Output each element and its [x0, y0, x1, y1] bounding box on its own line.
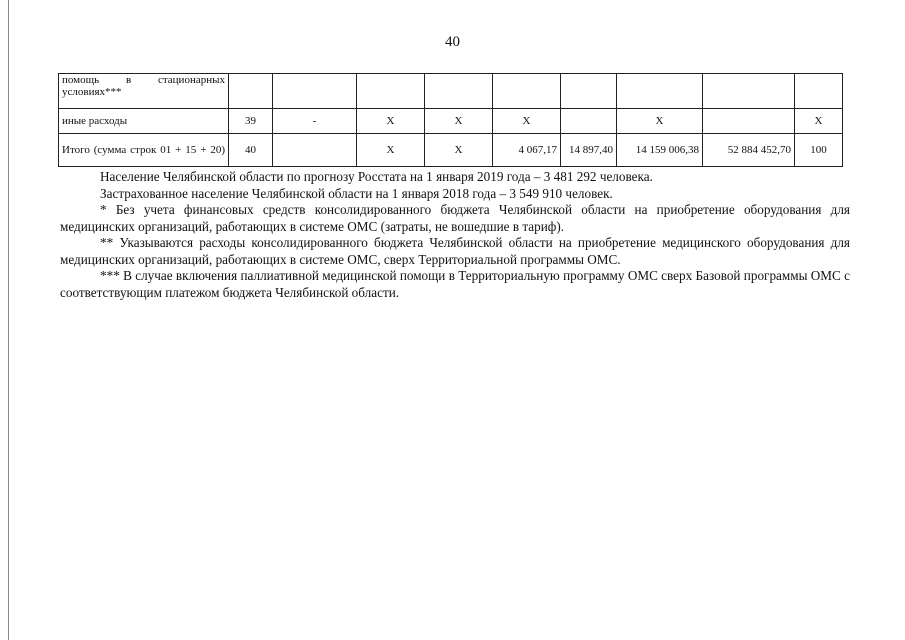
page-number: 40: [445, 34, 460, 50]
table-cell: [229, 74, 273, 109]
table-cell: X: [425, 134, 493, 167]
table-cell: 14 897,40: [561, 134, 617, 167]
financing-table: [58, 73, 843, 167]
table-cell: [617, 74, 703, 109]
page-left-border: [8, 0, 9, 640]
notes-section: [60, 169, 850, 301]
row-number-cell: 39: [229, 109, 273, 134]
population-note: Население Челябинской области по прогнозу Росстата на 1 января 2019 года – 3 481 292 человека.: [100, 169, 653, 184]
table-cell: X: [617, 109, 703, 134]
table-row: [59, 134, 843, 167]
row-label: иные расходы: [59, 109, 229, 134]
table-cell: [703, 109, 795, 134]
table-cell: X: [357, 109, 425, 134]
table-cell: [273, 134, 357, 167]
table-cell: [795, 74, 843, 109]
table-row: [59, 109, 843, 134]
row-label: Итого (сумма строк 01 + 15 + 20): [59, 134, 229, 167]
table-cell: X: [425, 109, 493, 134]
row-label: помощь в стационарных условиях***: [59, 74, 229, 109]
table-cell: [561, 74, 617, 109]
table-cell: [561, 109, 617, 134]
footnote-3: *** В случае включения паллиативной медицинской помощи в Территориальную программу ОМС сверх Базовой программы ОМС с соответствующим платежом бюджета Челябинской области.: [60, 268, 850, 300]
insured-population-note: Застрахованное население Челябинской области на 1 января 2018 года – 3 549 910 человек.: [100, 185, 613, 201]
footnote-1: * Без учета финансовых средств консолидированного бюджета Челябинской области на приобретение оборудования для медицинских организаций, работающих в системе ОМС (затраты, не вошедшие в тариф).: [60, 202, 850, 234]
table-cell: [493, 74, 561, 109]
table-cell: 14 159 006,38: [617, 134, 703, 167]
table-cell: [357, 74, 425, 109]
table-cell: [703, 74, 795, 109]
table-cell: X: [493, 109, 561, 134]
table-cell: [425, 74, 493, 109]
table-cell: 100: [795, 134, 843, 167]
table-cell: 4 067,17: [493, 134, 561, 167]
table-cell: X: [357, 134, 425, 167]
table-cell: 52 884 452,70: [703, 134, 795, 167]
row-number-cell: 40: [229, 134, 273, 167]
footnote-2: ** Указываются расходы консолидированного бюджета Челябинской области на приобретение медицинского оборудования для медицинских организаций, работающих в системе ОМС, сверх Территориальной программы ОМС.: [60, 235, 850, 267]
table-cell: X: [795, 109, 843, 134]
table-row: [59, 74, 843, 109]
table-cell: [273, 74, 357, 109]
table-cell: -: [273, 109, 357, 134]
